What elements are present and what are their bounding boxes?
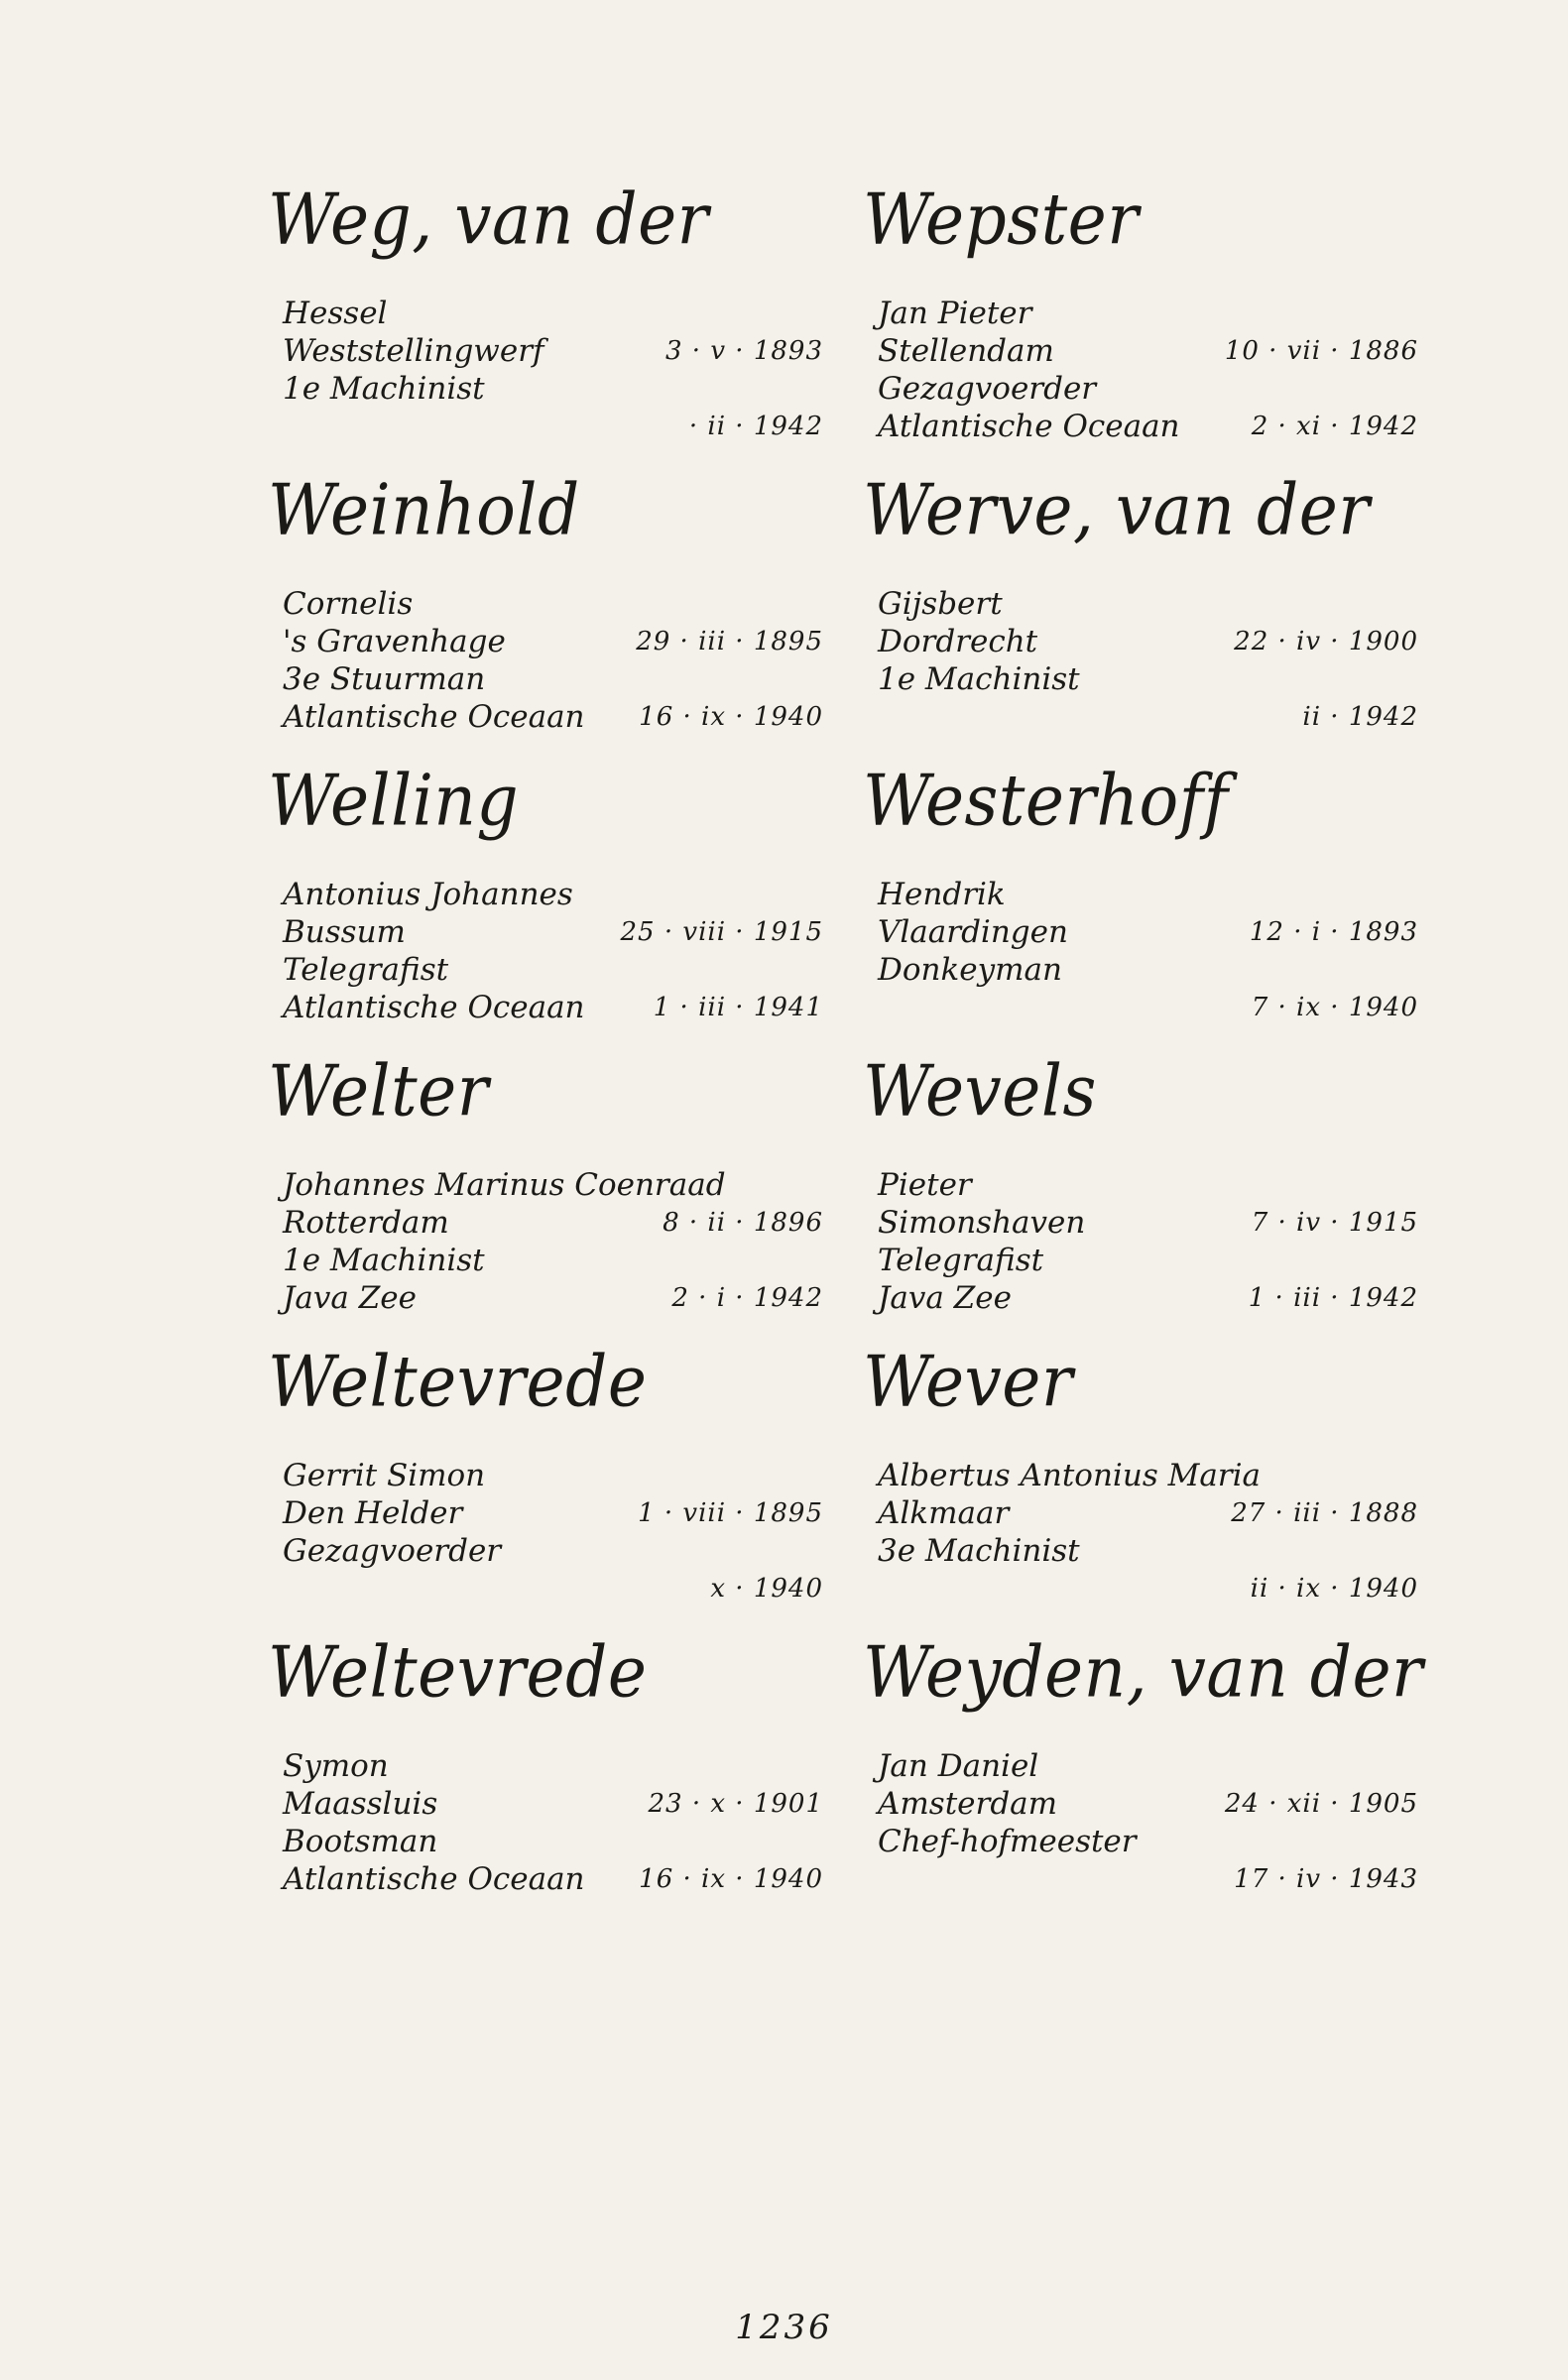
death-date: ii · ix · 1940: [1250, 1574, 1418, 1604]
death-date: 1 · iii · 1941: [653, 993, 823, 1022]
right-column: [863, 178, 1424, 1927]
given-names: Gerrit Simon: [283, 1458, 486, 1493]
entry: [863, 1630, 1424, 1927]
place-of-death: Java Zee: [878, 1280, 1012, 1316]
rank: Chef-hofmeester: [878, 1824, 1137, 1859]
surname: Weinhold: [268, 468, 580, 551]
birthplace: Amsterdam: [878, 1786, 1058, 1822]
entry: [268, 1049, 823, 1346]
rank: Telegrafist: [283, 952, 449, 988]
surname: Weyden, van der: [863, 1630, 1424, 1714]
death-date: 1 · iii · 1942: [1248, 1283, 1418, 1313]
birthplace: Dordrecht: [878, 624, 1038, 659]
surname: Wever: [863, 1340, 1073, 1423]
surname: Weg, van der: [268, 178, 709, 261]
rank: Telegrafist: [878, 1243, 1044, 1278]
birth-date: 29 · iii · 1895: [636, 627, 823, 656]
death-date: x · 1940: [710, 1574, 823, 1604]
place-of-death: Atlantische Oceaan: [878, 409, 1180, 444]
surname: Westerhoff: [863, 759, 1229, 842]
given-names: Hendrik: [878, 877, 1006, 912]
given-names: Jan Pieter: [878, 296, 1032, 331]
birthplace: Vlaardingen: [878, 914, 1068, 950]
rank: Bootsman: [283, 1824, 438, 1859]
given-names: Symon: [283, 1748, 389, 1784]
entry: [863, 1340, 1418, 1636]
surname: Welter: [268, 1049, 489, 1132]
surname: Wepster: [863, 178, 1140, 261]
birth-date: 24 · xii · 1905: [1224, 1789, 1418, 1819]
entry: [268, 178, 823, 474]
surname: Weltevrede: [268, 1340, 648, 1423]
death-date: ii · 1942: [1302, 702, 1418, 732]
entry: [268, 1630, 823, 1927]
entry: [863, 1049, 1418, 1346]
left-column: [268, 178, 823, 1927]
rank: 3e Machinist: [878, 1533, 1080, 1569]
place-of-death: Atlantische Oceaan: [283, 699, 585, 735]
death-date: 2 · xi · 1942: [1251, 412, 1418, 441]
given-names: Johannes Marinus Coenraad: [283, 1167, 726, 1203]
given-names: Albertus Antonius Maria: [878, 1458, 1262, 1493]
entry: [863, 468, 1418, 765]
given-names: Gijsbert: [878, 586, 1003, 622]
birth-date: 1 · viii · 1895: [638, 1498, 823, 1528]
rank: Gezagvoerder: [878, 371, 1097, 407]
rank: 3e Stuurman: [283, 661, 486, 697]
death-date: 16 · ix · 1940: [639, 1864, 823, 1894]
death-date: 17 · iv · 1943: [1234, 1864, 1418, 1894]
birth-date: 10 · vii · 1886: [1224, 336, 1418, 366]
birthplace: Simonshaven: [878, 1205, 1086, 1241]
rank: Donkeyman: [878, 952, 1062, 988]
rank: 1e Machinist: [878, 661, 1080, 697]
birth-date: 12 · i · 1893: [1249, 917, 1418, 947]
birthplace: 's Gravenhage: [283, 624, 506, 659]
birth-date: 23 · x · 1901: [648, 1789, 823, 1819]
birth-date: 27 · iii · 1888: [1231, 1498, 1418, 1528]
surname: Wevels: [863, 1049, 1097, 1132]
place-of-death: Java Zee: [283, 1280, 417, 1316]
birth-date: 8 · ii · 1896: [663, 1208, 823, 1238]
place-of-death: Atlantische Oceaan: [283, 1861, 585, 1897]
death-date: 7 · ix · 1940: [1251, 993, 1418, 1022]
death-date: 16 · ix · 1940: [639, 702, 823, 732]
given-names: Hessel: [283, 296, 388, 331]
birthplace: Weststellingwerf: [283, 333, 544, 369]
birthplace: Den Helder: [283, 1495, 463, 1531]
entry: [863, 178, 1418, 474]
birth-date: 25 · viii · 1915: [620, 917, 823, 947]
given-names: Jan Daniel: [878, 1748, 1039, 1784]
given-names: Antonius Johannes: [283, 877, 573, 912]
birthplace: Stellendam: [878, 333, 1054, 369]
birthplace: Bussum: [283, 914, 406, 950]
birthplace: Alkmaar: [878, 1495, 1010, 1531]
entry: [268, 759, 823, 1055]
rank: 1e Machinist: [283, 1243, 485, 1278]
page-number: 1236: [735, 2308, 833, 2347]
rank: 1e Machinist: [283, 371, 485, 407]
birthplace: Rotterdam: [283, 1205, 449, 1241]
surname: Welling: [268, 759, 520, 842]
surname: Weltevrede: [268, 1630, 648, 1714]
entry: [268, 1340, 823, 1636]
entry: [268, 468, 823, 765]
death-date: 2 · i · 1942: [671, 1283, 823, 1313]
entry: [863, 759, 1418, 1055]
birth-date: 22 · iv · 1900: [1234, 627, 1418, 656]
place-of-death: Atlantische Oceaan: [283, 990, 585, 1025]
given-names: Cornelis: [283, 586, 414, 622]
rank: Gezagvoerder: [283, 1533, 502, 1569]
birth-date: 3 · v · 1893: [665, 336, 823, 366]
birth-date: 7 · iv · 1915: [1251, 1208, 1418, 1238]
given-names: Pieter: [878, 1167, 972, 1203]
surname: Werve, van der: [863, 468, 1371, 551]
birthplace: Maassluis: [283, 1786, 438, 1822]
death-date: · ii · 1942: [688, 412, 823, 441]
